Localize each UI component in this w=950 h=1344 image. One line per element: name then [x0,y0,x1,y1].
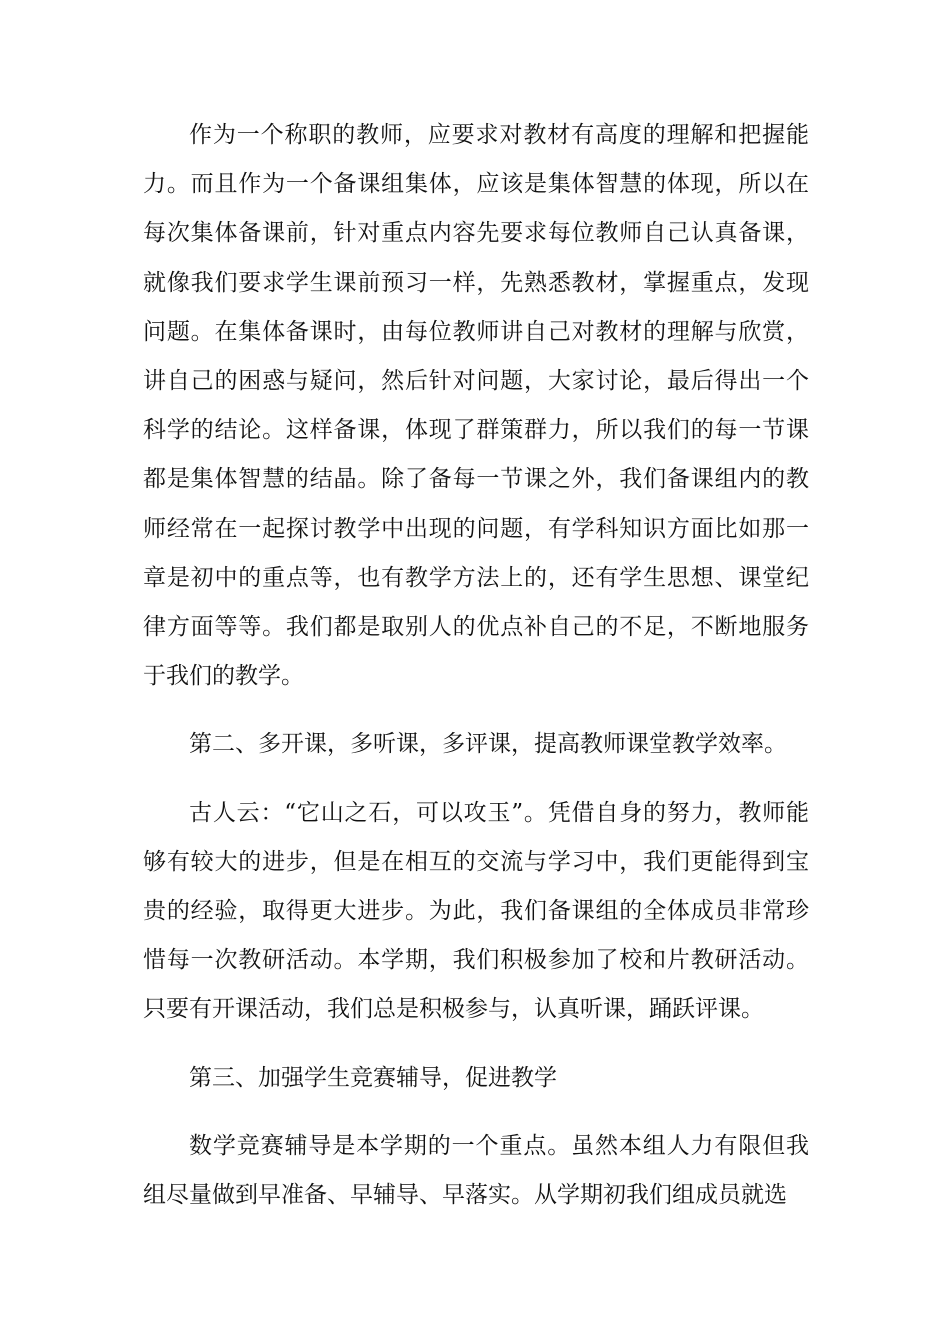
paragraph-collective-lesson-prep: 作为一个称职的教师，应要求对教材有高度的理解和把握能力。而且作为一个备课组集体，应该是集体智慧的体现，所以在每次集体备课前，针对重点内容先要求每位教师自己认真备课，就像我们要求学生课前预习一样，先熟悉教材，掌握重点，发现问题。在集体备课时，由每位教师讲自己对教材的理解与欣赏，讲自己的困惑与疑问，然后针对问题，大家讨论，最后得出一个科学的结论。这样备课，体现了群策群力，所以我们的每一节课都是集体智慧的结晶。除了备每一节课之外，我们备课组内的教师经常在一起探讨教学中出现的问题，有学科知识方面比如那一章是初中的重点等，也有教学方法上的，还有学生思想、课堂纪律方面等等。我们都是取别人的优点补自己的不足，不断地服务于我们的教学。 [143,122,809,690]
paragraph-peer-learning: 古人云：“它山之石，可以攻玉”。凭借自身的努力，教师能够有较大的进步，但是在相互的交流与学习中，我们更能得到宝贵的经验，取得更大进步。为此，我们备课组的全体成员非常珍惜每一次教研活动。本学期，我们积极参加了校和片教研活动。只要有开课活动，我们总是积极参与，认真听课，踊跃评课。 [143,799,809,1023]
document-body [143,111,809,1239]
paragraph-competition-coaching: 数学竞赛辅导是本学期的一个重点。虽然本组人力有限但我组尽量做到早准备、早辅导、早落实。从学期初我们组成员就选 [143,1132,809,1209]
heading-section-three: 第三、加强学生竞赛辅导，促进教学 [189,1064,557,1091]
heading-section-two: 第二、多开课，多听课，多评课，提高教师课堂教学效率。 [189,731,787,758]
